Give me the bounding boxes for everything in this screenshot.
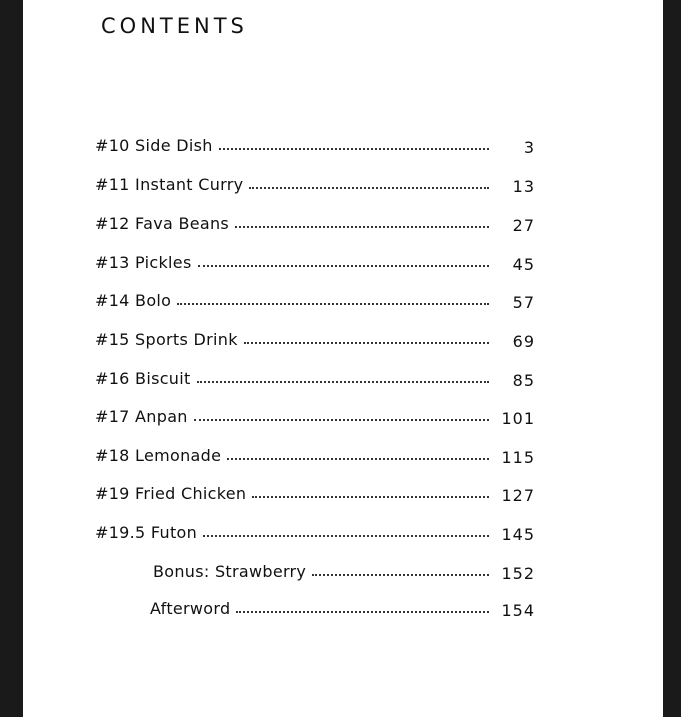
dot-leader	[197, 381, 489, 383]
entry-title: #14 Bolo	[95, 290, 172, 310]
dot-leader	[203, 535, 489, 537]
entry-title: #13 Pickles	[95, 252, 192, 272]
toc-entry	[153, 558, 535, 584]
dot-leader	[194, 419, 489, 421]
dot-leader	[227, 458, 489, 460]
entry-title: #11 Instant Curry	[95, 174, 244, 194]
entry-title: #15 Sports Drink	[95, 329, 238, 349]
toc-entry	[95, 171, 535, 197]
entry-title: Bonus: Strawberry	[153, 561, 307, 581]
entry-page-number: 152	[501, 563, 535, 583]
entry-title: #16 Biscuit	[95, 368, 191, 388]
page-title: CONTENTS	[101, 14, 248, 38]
dot-leader	[252, 496, 489, 498]
entry-page-number: 101	[501, 408, 535, 428]
dot-leader	[235, 226, 489, 228]
toc-entry	[95, 442, 535, 468]
entry-page-number: 127	[501, 485, 535, 505]
dot-leader	[244, 342, 489, 344]
entry-title: #19 Fried Chicken	[95, 483, 247, 503]
entry-title: Afterword	[150, 598, 231, 618]
entry-page-number: 3	[523, 137, 535, 157]
entry-page-number: 13	[512, 176, 535, 196]
toc-entry	[95, 365, 535, 391]
entry-page-number: 115	[501, 447, 535, 467]
entry-page-number: 57	[512, 292, 535, 312]
toc-entry	[95, 249, 535, 275]
toc-entry	[95, 519, 535, 545]
toc-entry	[95, 403, 535, 429]
dot-leader	[177, 303, 489, 305]
entry-page-number: 85	[512, 370, 535, 390]
toc-entry	[95, 480, 535, 506]
dot-leader	[312, 574, 489, 576]
entry-page-number: 69	[512, 331, 535, 351]
entry-title: #17 Anpan	[95, 406, 188, 426]
toc-entry	[95, 287, 535, 313]
entry-page-number: 154	[501, 600, 535, 620]
toc-entry	[95, 326, 535, 352]
entry-title: #10 Side Dish	[95, 135, 213, 155]
toc-entry	[95, 132, 535, 158]
entry-title: #18 Lemonade	[95, 445, 222, 465]
entry-page-number: 27	[512, 215, 535, 235]
entry-page-number: 45	[512, 254, 535, 274]
toc-entry	[95, 210, 535, 236]
entry-title: #12 Fava Beans	[95, 213, 230, 233]
entry-title: #19.5 Futon	[95, 522, 198, 542]
dot-leader	[219, 148, 489, 150]
table-of-contents	[23, 0, 663, 717]
entry-page-number: 145	[501, 524, 535, 544]
toc-entry	[150, 595, 535, 621]
dot-leader	[249, 187, 489, 189]
book-page	[23, 0, 663, 717]
dot-leader	[236, 611, 489, 613]
dot-leader	[198, 265, 489, 267]
